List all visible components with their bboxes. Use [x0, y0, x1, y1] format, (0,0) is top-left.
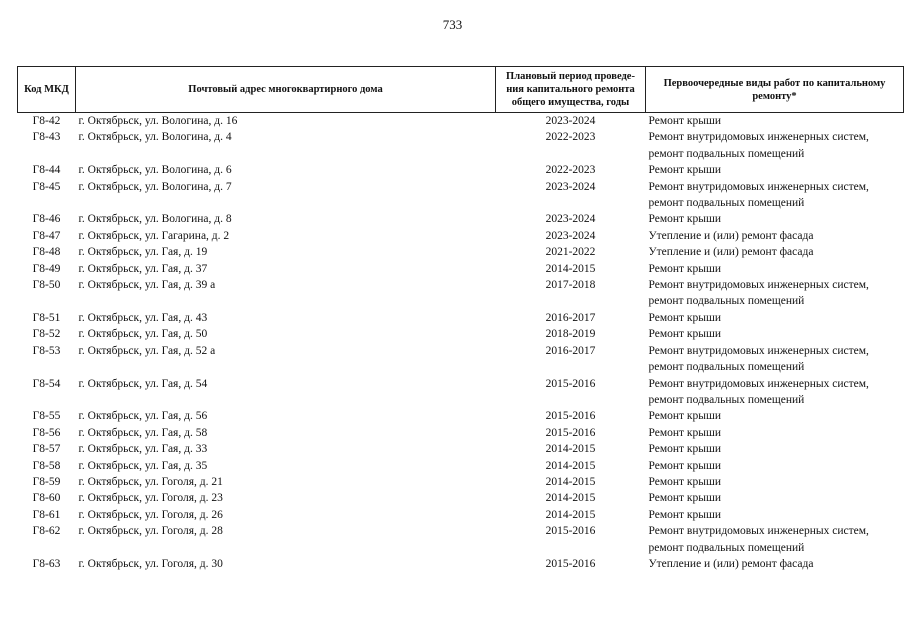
work-line: ремонт подвальных помещений	[648, 393, 805, 406]
work-line: Ремонт внутридомовых инженерных систем,	[648, 525, 869, 538]
cell-address: г. Октябрьск, ул. Гоголя, д. 23	[78, 492, 223, 505]
cell-address: г. Октябрьск, ул. Гая, д. 37	[78, 262, 208, 275]
cell-works	[646, 162, 904, 178]
cell-address: г. Октябрьск, ул. Гагарина, д. 2	[78, 229, 230, 242]
work-line: Ремонт внутридомовых инженерных систем,	[648, 377, 869, 390]
table-row	[18, 162, 904, 178]
table-row	[18, 310, 904, 326]
cell-address: г. Октябрьск, ул. Гая, д. 56	[78, 410, 208, 423]
work-line: Ремонт крыши	[648, 508, 722, 521]
cell-works	[646, 474, 904, 490]
header-code: Код МКД	[18, 67, 76, 113]
work-line: ремонт подвальных помещений	[648, 361, 805, 374]
work-line: Ремонт крыши	[648, 115, 722, 127]
table-row	[18, 129, 904, 162]
cell-period: 2023-2024	[545, 180, 596, 193]
cell-works	[646, 425, 904, 441]
table-row	[18, 507, 904, 523]
cell-works	[646, 129, 904, 162]
work-line: ремонт подвальных помещений	[648, 197, 805, 210]
cell-address: г. Октябрьск, ул. Гоголя, д. 26	[78, 508, 223, 521]
cell-works	[646, 244, 904, 260]
cell-address: г. Октябрьск, ул. Гая, д. 50	[78, 328, 208, 341]
cell-period: 2014-2015	[545, 443, 596, 456]
cell-code: Г8-61	[32, 508, 61, 521]
header-works: Первоочередные виды работ по капитальному ремонту*	[646, 67, 904, 113]
work-line: Утепление и (или) ремонт фасада	[648, 557, 814, 570]
cell-period: 2017-2018	[545, 279, 596, 292]
cell-code: Г8-56	[32, 426, 61, 439]
work-line: ремонт подвальных помещений	[648, 541, 805, 554]
header-period: Плановый период проведе-ния капитального ремонта общего имущества, годы	[496, 67, 646, 113]
cell-period: 2015-2016	[545, 377, 596, 390]
cell-works	[646, 507, 904, 523]
cell-code: Г8-48	[32, 246, 61, 259]
table-row	[18, 179, 904, 212]
cell-address: г. Октябрьск, ул. Вологина, д. 8	[78, 213, 232, 226]
cell-works	[646, 277, 904, 310]
page-number: 733	[442, 17, 463, 32]
work-line: Ремонт крыши	[648, 443, 722, 456]
work-line: Ремонт крыши	[648, 311, 722, 324]
capital-repair-table	[17, 66, 904, 572]
table-row	[18, 376, 904, 409]
cell-works	[646, 376, 904, 409]
table-row	[18, 441, 904, 457]
cell-address: г. Октябрьск, ул. Вологина, д. 6	[78, 164, 232, 177]
cell-address: г. Октябрьск, ул. Гая, д. 39 а	[78, 279, 216, 292]
header-address: Почтовый адрес многоквартирного дома	[76, 67, 496, 113]
cell-code: Г8-60	[32, 492, 61, 505]
work-line: Ремонт крыши	[648, 459, 722, 472]
cell-period: 2016-2017	[545, 344, 596, 357]
cell-code: Г8-54	[32, 377, 61, 390]
work-line: Утепление и (или) ремонт фасада	[648, 229, 814, 242]
work-line: Ремонт крыши	[648, 213, 722, 226]
cell-code: Г8-49	[32, 262, 61, 275]
table-body	[18, 113, 904, 573]
work-line: ремонт подвальных помещений	[648, 295, 805, 308]
cell-period: 2015-2016	[545, 426, 596, 439]
work-line: Ремонт внутридомовых инженерных систем,	[648, 180, 869, 193]
cell-address: г. Октябрьск, ул. Вологина, д. 4	[78, 131, 232, 144]
cell-code: Г8-43	[32, 131, 61, 144]
cell-works	[646, 523, 904, 556]
cell-address: г. Октябрьск, ул. Гоголя, д. 21	[78, 475, 223, 488]
work-line: Ремонт крыши	[648, 164, 722, 177]
cell-works	[646, 441, 904, 457]
work-line: Ремонт крыши	[648, 262, 722, 275]
cell-code: Г8-58	[32, 459, 61, 472]
work-line: Ремонт внутридомовых инженерных систем,	[648, 131, 869, 144]
cell-address: г. Октябрьск, ул. Гоголя, д. 30	[78, 557, 223, 570]
table-row	[18, 425, 904, 441]
cell-works	[646, 556, 904, 572]
table-row	[18, 343, 904, 376]
cell-code: Г8-45	[32, 180, 61, 193]
cell-code: Г8-50	[32, 279, 61, 292]
cell-period: 2023-2024	[545, 229, 596, 242]
cell-period: 2014-2015	[545, 508, 596, 521]
table-row	[18, 408, 904, 424]
cell-code: Г8-63	[32, 557, 61, 570]
table-header	[18, 67, 904, 113]
cell-works	[646, 458, 904, 474]
cell-address: г. Октябрьск, ул. Гая, д. 52 а	[78, 344, 216, 357]
work-line: Утепление и (или) ремонт фасада	[648, 246, 814, 259]
work-line: Ремонт крыши	[648, 426, 722, 439]
cell-code: Г8-46	[32, 213, 61, 226]
work-line: Ремонт внутридомовых инженерных систем,	[648, 279, 869, 292]
cell-works	[646, 211, 904, 227]
cell-code: Г8-55	[32, 410, 61, 423]
work-line: Ремонт внутридомовых инженерных систем,	[648, 344, 869, 357]
cell-works	[646, 310, 904, 326]
table-row	[18, 490, 904, 506]
table-row	[18, 556, 904, 572]
cell-address: г. Октябрьск, ул. Вологина, д. 16	[78, 115, 238, 127]
cell-period: 2014-2015	[545, 262, 596, 275]
table-row	[18, 523, 904, 556]
cell-code: Г8-44	[32, 164, 61, 177]
cell-works	[646, 490, 904, 506]
table-row	[18, 211, 904, 227]
table-row	[18, 228, 904, 244]
cell-works	[646, 326, 904, 342]
cell-code: Г8-51	[32, 311, 61, 324]
cell-code: Г8-59	[32, 475, 61, 488]
table-row	[18, 277, 904, 310]
cell-works	[646, 228, 904, 244]
header-row	[18, 67, 904, 113]
cell-works	[646, 343, 904, 376]
table-row	[18, 458, 904, 474]
cell-period: 2014-2015	[545, 492, 596, 505]
table-row	[18, 474, 904, 490]
cell-period: 2021-2022	[545, 246, 596, 259]
work-line: Ремонт крыши	[648, 492, 722, 505]
table-row	[18, 326, 904, 342]
cell-period: 2015-2016	[545, 525, 596, 538]
cell-period: 2014-2015	[545, 459, 596, 472]
work-line: Ремонт крыши	[648, 328, 722, 341]
cell-code: Г8-52	[32, 328, 61, 341]
cell-works	[646, 179, 904, 212]
cell-code: Г8-62	[32, 525, 61, 538]
cell-period: 2023-2024	[545, 115, 596, 127]
cell-code: Г8-42	[32, 115, 61, 127]
cell-period: 2023-2024	[545, 213, 596, 226]
cell-address: г. Октябрьск, ул. Гая, д. 54	[78, 377, 208, 390]
cell-period: 2018-2019	[545, 328, 596, 341]
cell-works	[646, 261, 904, 277]
cell-code: Г8-47	[32, 229, 61, 242]
cell-address: г. Октябрьск, ул. Гая, д. 33	[78, 443, 208, 456]
work-line: Ремонт крыши	[648, 475, 722, 488]
cell-address: г. Октябрьск, ул. Гая, д. 58	[78, 426, 208, 439]
table-row	[18, 261, 904, 277]
work-line: Ремонт крыши	[648, 410, 722, 423]
cell-address: г. Октябрьск, ул. Гоголя, д. 28	[78, 525, 223, 538]
cell-address: г. Октябрьск, ул. Вологина, д. 7	[78, 180, 232, 193]
table-row	[18, 113, 904, 130]
cell-address: г. Октябрьск, ул. Гая, д. 35	[78, 459, 208, 472]
cell-works	[646, 113, 904, 130]
cell-period: 2022-2023	[545, 131, 596, 144]
cell-period: 2014-2015	[545, 475, 596, 488]
cell-works	[646, 408, 904, 424]
cell-code: Г8-53	[32, 344, 61, 357]
cell-address: г. Октябрьск, ул. Гая, д. 43	[78, 311, 208, 324]
cell-code: Г8-57	[32, 443, 61, 456]
cell-period: 2015-2016	[545, 557, 596, 570]
cell-period: 2022-2023	[545, 164, 596, 177]
table-row	[18, 244, 904, 260]
cell-period: 2015-2016	[545, 410, 596, 423]
work-line: ремонт подвальных помещений	[648, 147, 805, 160]
cell-period: 2016-2017	[545, 311, 596, 324]
cell-address: г. Октябрьск, ул. Гая, д. 19	[78, 246, 208, 259]
